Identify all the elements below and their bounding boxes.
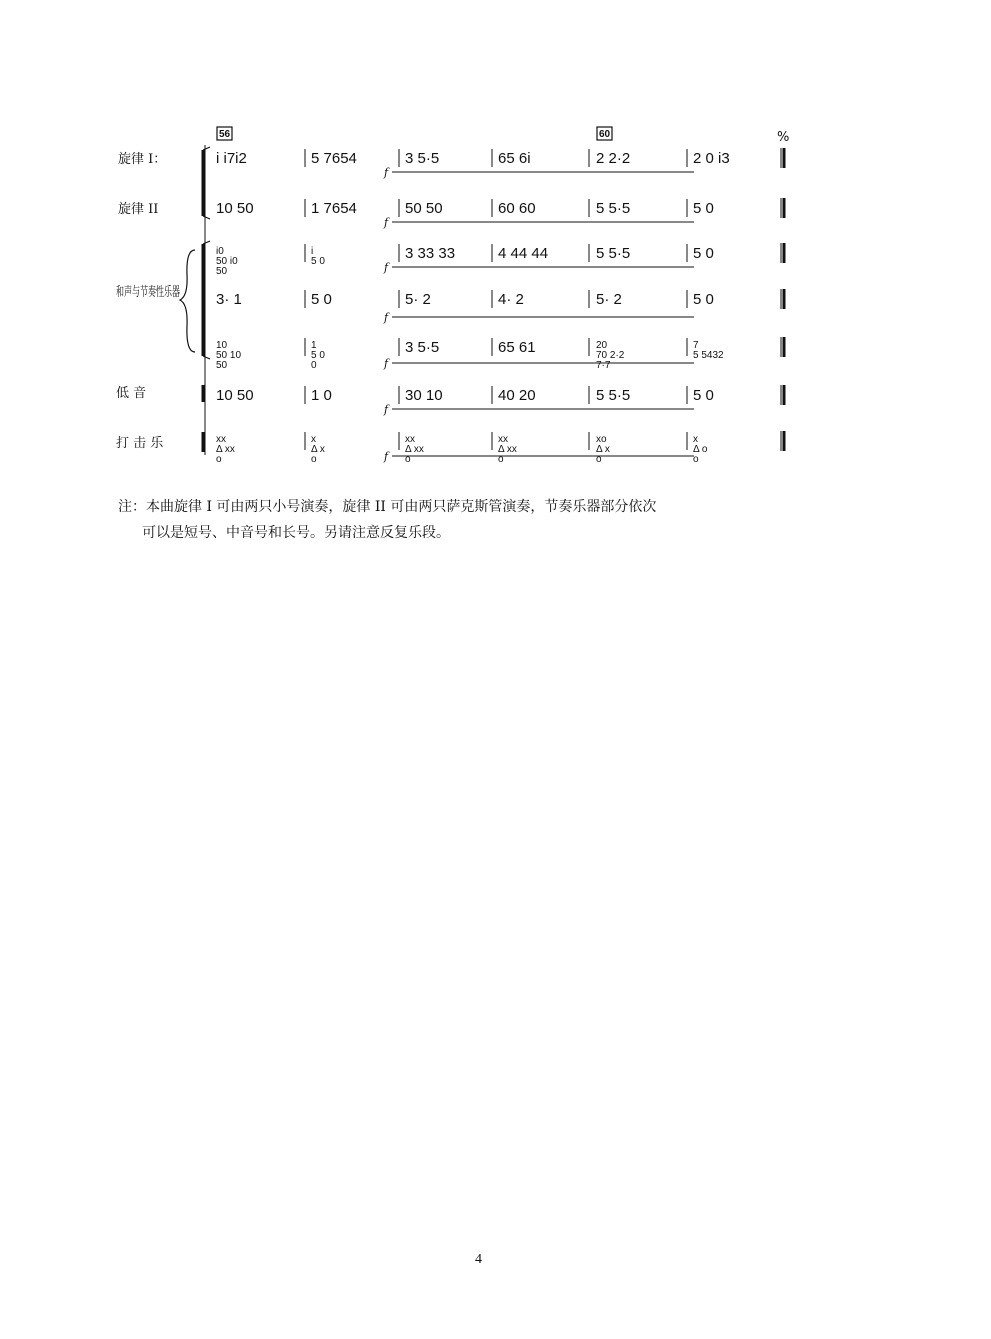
note-line-2: 可以是短号、中音号和长号。另请注意反复乐段。 — [142, 525, 450, 541]
measure-5-4: 65 61 — [498, 339, 536, 356]
svg-text:f: f — [384, 166, 389, 179]
svg-text:f: f — [384, 311, 389, 324]
svg-text:f: f — [384, 357, 389, 370]
measure-3-5: 5 5·5 — [596, 245, 631, 262]
measure-4-5: 5· 2 — [596, 291, 622, 308]
measure-3-3: 3 33 33 — [405, 245, 456, 262]
measure-4-3: 5· 2 — [405, 291, 431, 308]
measure-1-1: i i7i2 — [216, 150, 247, 167]
svg-text:f: f — [384, 450, 389, 463]
measure-4-6: 5 0 — [693, 291, 714, 308]
measure-7-4: xx Δ xx o — [498, 434, 517, 465]
system-brackets — [180, 145, 210, 455]
measure-1-2: 5 7654 — [311, 150, 357, 167]
measure-2-1: 10 50 — [216, 200, 254, 217]
measure-7-5: xo Δ x o — [596, 434, 610, 465]
measure-6-2: 1 0 — [311, 387, 332, 404]
rehearsal-mark-60 — [597, 127, 612, 140]
measure-6-4: 40 20 — [498, 387, 536, 404]
measure-5-6: 7 5 5432 — [693, 340, 724, 361]
numbered-notation-score — [0, 0, 991, 480]
measure-6-1: 10 50 — [216, 387, 254, 404]
measure-5-3: 3 5·5 — [405, 339, 440, 356]
measure-1-4: 65 6i — [498, 150, 531, 167]
part-label-melody-2: 旋律 II — [118, 202, 159, 217]
note-line-1: 注：本曲旋律 I 可由两只小号演奏，旋律 II 可由两只萨克斯管演奏，节奏乐器部分依次 — [118, 499, 657, 515]
measure-3-6: 5 0 — [693, 245, 714, 262]
measure-3-1: i0 50 i0 50 — [216, 246, 238, 277]
measure-2-2: 1 7654 — [311, 200, 357, 217]
part-label-bass: 低 音 — [116, 386, 147, 401]
measure-6-5: 5 5·5 — [596, 387, 631, 404]
measure-4-2: 5 0 — [311, 291, 332, 308]
measure-7-1: xx Δ xx o — [216, 434, 235, 465]
measure-2-4: 60 60 — [498, 200, 536, 217]
page-number: 4 — [475, 1252, 482, 1267]
measure-1-5: 2 2·2 — [596, 150, 631, 167]
measure-1-6: 2 0 i3 — [693, 150, 730, 167]
part-label-percussion: 打 击 乐 — [116, 436, 164, 451]
measure-6-6: 5 0 — [693, 387, 714, 404]
part-label-harmony: 和声与节奏性乐器 — [116, 285, 221, 300]
svg-text:f: f — [384, 403, 389, 416]
measure-layer — [216, 148, 784, 465]
measure-4-1: 3· 1 — [216, 291, 242, 308]
svg-text:f: f — [384, 261, 389, 274]
measure-3-4: 4 44 44 — [498, 245, 549, 262]
dynamic-markings — [383, 166, 390, 463]
measure-2-5: 5 5·5 — [596, 200, 631, 217]
measure-7-6: x Δ o o — [693, 434, 708, 465]
rehearsal-mark-56 — [217, 127, 232, 140]
measure-3-2: i 5 0 — [311, 246, 325, 267]
measure-5-1: 10 50 10 50 — [216, 340, 242, 371]
performance-note — [118, 494, 798, 546]
part-label-melody-1: 旋律 I： — [118, 152, 167, 167]
measure-5-2: 1 5 0 0 — [311, 340, 325, 371]
measure-4-4: 4· 2 — [498, 291, 524, 308]
segno-sign: % — [777, 130, 790, 145]
rehearsal-mark-60-label: 60 — [599, 129, 611, 140]
measure-7-3: xx Δ xx o — [405, 434, 424, 465]
rehearsal-mark-56-label: 56 — [219, 129, 231, 140]
svg-text:f: f — [384, 216, 389, 229]
measure-2-3: 50 50 — [405, 200, 443, 217]
measure-5-5: 20 70 2·2 7·7 — [596, 340, 625, 371]
measure-2-6: 5 0 — [693, 200, 714, 217]
measure-6-3: 30 10 — [405, 387, 443, 404]
measure-1-3: 3 5·5 — [405, 150, 440, 167]
measure-7-2: x Δ x o — [311, 434, 325, 465]
